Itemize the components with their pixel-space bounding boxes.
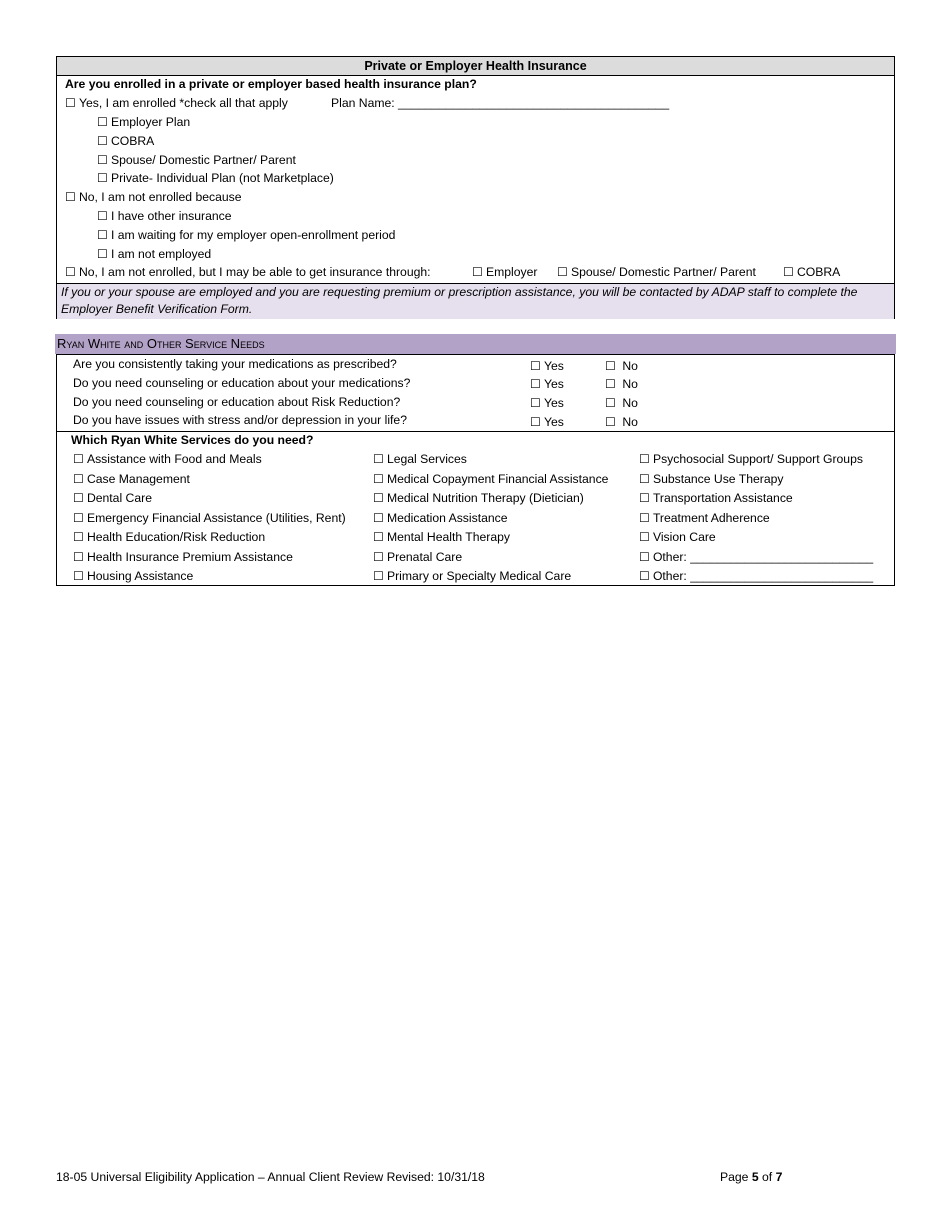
ryan-white-title: Ryan White and Other Service Needs (57, 336, 265, 351)
service-option[interactable]: ☐ Primary or Specialty Medical Care (373, 569, 572, 583)
checkbox-icon[interactable]: ☐ (373, 569, 384, 583)
checkbox-icon[interactable]: ☐ (97, 134, 108, 148)
checkbox-icon[interactable]: ☐ (605, 415, 616, 429)
checkbox-icon[interactable]: ☐ (73, 530, 84, 544)
maybe-option-employer[interactable]: ☐ Employer (472, 265, 538, 279)
question-medications-adherence: Are you consistently taking your medications as prescribed? (73, 357, 397, 371)
checkbox-icon[interactable]: ☐ (530, 396, 541, 410)
ryan-white-title-bar (55, 334, 896, 354)
maybe-option[interactable]: ☐ No, I am not enrolled, but I may be able to get insurance through: (65, 265, 431, 279)
footer-page-number: Page 5 of 7 (720, 1170, 783, 1184)
service-option[interactable]: ☐ Mental Health Therapy (373, 530, 511, 544)
checkbox-icon[interactable]: ☐ (97, 247, 108, 261)
checkbox-icon[interactable]: ☐ (73, 550, 84, 564)
question-medication-counseling: Do you need counseling or education about your medications? (73, 376, 411, 390)
checkbox-icon[interactable]: ☐ (65, 190, 76, 204)
service-option[interactable]: ☐ Prenatal Care (373, 550, 463, 564)
yes-option-employer-plan[interactable]: ☐ Employer Plan (97, 115, 191, 129)
services-question: Which Ryan White Services do you need? (71, 433, 314, 447)
answer-no[interactable]: ☐ No (605, 359, 638, 373)
checkbox-icon[interactable]: ☐ (639, 569, 650, 583)
question-risk-reduction: Do you need counseling or education about Risk Reduction? (73, 395, 401, 409)
checkbox-icon[interactable]: ☐ (65, 265, 76, 279)
section-divider (57, 431, 894, 432)
insurance-section (56, 56, 895, 319)
service-option[interactable]: ☐ Assistance with Food and Meals (73, 452, 262, 466)
service-option[interactable]: ☐ Medication Assistance (373, 511, 508, 525)
answer-yes[interactable]: ☐ Yes (530, 377, 564, 391)
ryan-white-section (56, 354, 895, 586)
question-stress-depression: Do you have issues with stress and/or depression in your life? (73, 413, 407, 427)
checkbox-icon[interactable]: ☐ (530, 377, 541, 391)
insurance-question: Are you enrolled in a private or employer based health insurance plan? (65, 77, 477, 91)
checkbox-icon[interactable]: ☐ (605, 396, 616, 410)
service-option[interactable]: ☐ Housing Assistance (73, 569, 194, 583)
service-option[interactable]: ☐ Vision Care (639, 530, 716, 544)
service-option[interactable]: ☐ Health Education/Risk Reduction (73, 530, 266, 544)
checkbox-icon[interactable]: ☐ (97, 228, 108, 242)
checkbox-icon[interactable]: ☐ (373, 452, 384, 466)
service-option[interactable]: ☐ Medical Copayment Financial Assistance (373, 472, 609, 486)
checkbox-icon[interactable]: ☐ (530, 359, 541, 373)
plan-name-field[interactable]: Plan Name: ________________________________________ (331, 96, 670, 110)
checkbox-icon[interactable]: ☐ (373, 491, 384, 505)
no-option-not-employed[interactable]: ☐ I am not employed (97, 247, 212, 261)
checkbox-icon[interactable]: ☐ (605, 377, 616, 391)
checkbox-icon[interactable]: ☐ (73, 511, 84, 525)
insurance-header: Private or Employer Health Insurance (57, 57, 894, 76)
service-option[interactable]: ☐ Medical Nutrition Therapy (Dietician) (373, 491, 584, 505)
no-option-other-insurance[interactable]: ☐ I have other insurance (97, 209, 232, 223)
checkbox-icon[interactable]: ☐ (639, 491, 650, 505)
enrolled-yes-option[interactable] (65, 96, 288, 110)
checkbox-icon[interactable]: ☐ (605, 359, 616, 373)
service-option[interactable]: ☐ Transportation Assistance (639, 491, 793, 505)
yes-option-private[interactable]: ☐ Private- Individual Plan (not Marketplace) (97, 171, 334, 185)
service-option[interactable]: ☐ Case Management (73, 472, 190, 486)
checkbox-icon[interactable]: ☐ (530, 415, 541, 429)
service-option[interactable]: ☐ Treatment Adherence (639, 511, 770, 525)
answer-yes[interactable]: ☐ Yes (530, 415, 564, 429)
checkbox-icon[interactable]: ☐ (97, 171, 108, 185)
footer-form-id: 18-05 Universal Eligibility Application – Annual Client Review Revised: 10/31/18 (56, 1170, 485, 1184)
checkbox-icon[interactable]: ☐ (557, 265, 568, 279)
yes-option-spouse[interactable]: ☐ Spouse/ Domestic Partner/ Parent (97, 153, 296, 167)
checkbox-icon[interactable]: ☐ (639, 472, 650, 486)
no-option-waiting[interactable]: ☐ I am waiting for my employer open-enrollment period (97, 228, 396, 242)
service-option[interactable]: ☐ Legal Services (373, 452, 467, 466)
answer-no[interactable]: ☐ No (605, 396, 638, 410)
checkbox-icon[interactable]: ☐ (639, 530, 650, 544)
service-option[interactable]: ☐ Dental Care (73, 491, 152, 505)
checkbox-icon[interactable]: ☐ (97, 115, 108, 129)
service-option-other[interactable]: ☐ Other: ___________________________ (639, 569, 874, 583)
checkbox-icon[interactable]: ☐ (639, 550, 650, 564)
service-option[interactable]: ☐ Psychosocial Support/ Support Groups (639, 452, 863, 466)
checkbox-icon[interactable]: ☐ (373, 511, 384, 525)
checkbox-icon[interactable]: ☐ (639, 511, 650, 525)
service-option[interactable]: ☐ Health Insurance Premium Assistance (73, 550, 293, 564)
answer-yes[interactable]: ☐ Yes (530, 359, 564, 373)
checkbox-icon[interactable]: ☐ (97, 209, 108, 223)
checkbox-icon[interactable]: ☐ (73, 472, 84, 486)
checkbox-icon[interactable]: ☐ (73, 452, 84, 466)
checkbox-icon[interactable]: ☐ (73, 491, 84, 505)
service-option-other[interactable]: ☐ Other: ___________________________ (639, 550, 874, 564)
answer-no[interactable]: ☐ No (605, 377, 638, 391)
checkbox-icon[interactable]: ☐ (373, 550, 384, 564)
checkbox-icon[interactable]: ☐ (783, 265, 794, 279)
checkbox-icon[interactable]: ☐ (65, 96, 76, 110)
employer-verification-note: If you or your spouse are employed and you are requesting premium or prescription assistance, you will be contacted by ADAP staff to complete the Employer Benefit Verification Form. (57, 283, 894, 319)
checkbox-icon[interactable]: ☐ (373, 472, 384, 486)
checkbox-icon[interactable]: ☐ (472, 265, 483, 279)
checkbox-icon[interactable]: ☐ (73, 569, 84, 583)
yes-option-cobra[interactable]: ☐ COBRA (97, 134, 155, 148)
enrolled-yes-label: Yes, I am enrolled *check all that apply (78, 96, 288, 110)
service-option[interactable]: ☐ Substance Use Therapy (639, 472, 784, 486)
checkbox-icon[interactable]: ☐ (97, 153, 108, 167)
answer-yes[interactable]: ☐ Yes (530, 396, 564, 410)
checkbox-icon[interactable]: ☐ (373, 530, 384, 544)
maybe-option-cobra[interactable]: ☐ COBRA (783, 265, 841, 279)
maybe-option-spouse[interactable]: ☐ Spouse/ Domestic Partner/ Parent (557, 265, 756, 279)
service-option[interactable]: ☐ Emergency Financial Assistance (Utilities, Rent) (73, 511, 346, 525)
enrolled-no-option[interactable]: ☐ No, I am not enrolled because (65, 190, 242, 204)
checkbox-icon[interactable]: ☐ (639, 452, 650, 466)
answer-no[interactable]: ☐ No (605, 415, 638, 429)
